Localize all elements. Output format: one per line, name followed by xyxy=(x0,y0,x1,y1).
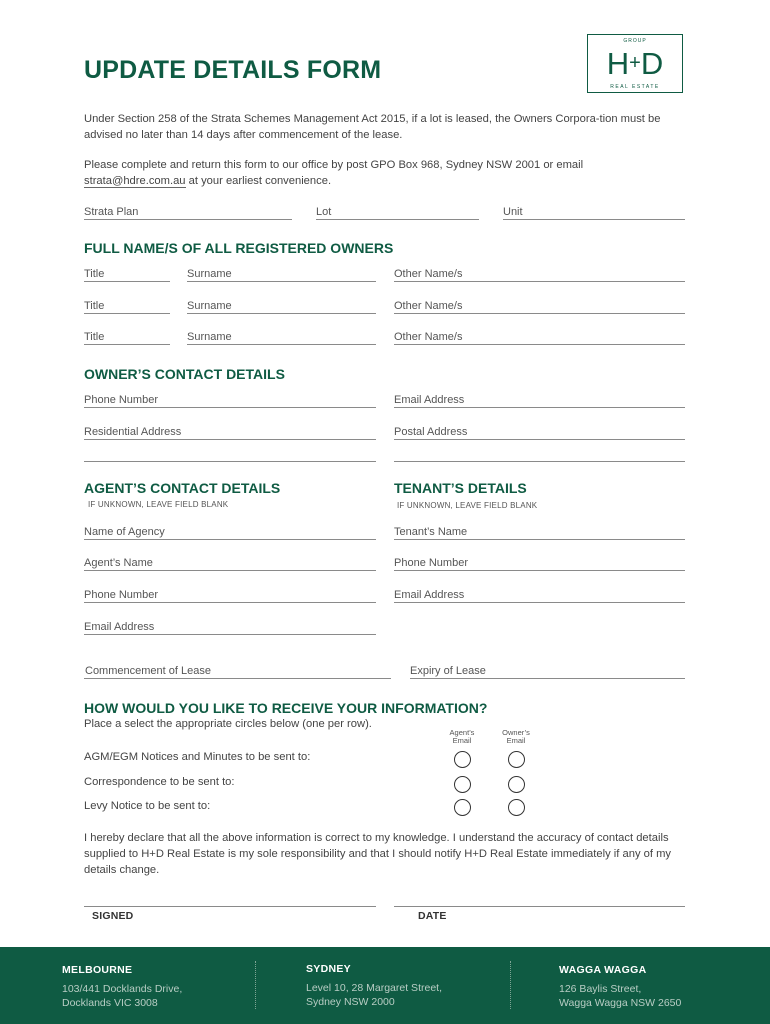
strata-plan-label: Strata Plan xyxy=(84,206,139,218)
signature-line[interactable] xyxy=(84,906,376,907)
owner-2-other-names-field[interactable] xyxy=(394,300,685,314)
logo-mark xyxy=(588,46,682,81)
title-label: Title xyxy=(84,331,105,343)
agency-name-label: Name of Agency xyxy=(84,526,165,538)
footer-divider xyxy=(510,961,511,1009)
owner-3-other-names-field[interactable] xyxy=(394,331,685,345)
tenant-email-field[interactable] xyxy=(394,589,685,603)
instructions-paragraph xyxy=(84,157,684,189)
correspondence-agent-email-radio[interactable] xyxy=(454,776,471,793)
logo-top-text: GROUP xyxy=(623,38,647,44)
residential-address-line-2[interactable] xyxy=(84,461,376,462)
postal-address-field[interactable] xyxy=(394,426,685,440)
agent-email-field[interactable] xyxy=(84,621,376,635)
office-wagga-wagga xyxy=(559,964,681,1010)
surname-label: Surname xyxy=(187,268,232,280)
owner-email-field[interactable] xyxy=(394,394,685,408)
agent-email-column-line1: Agent’s xyxy=(449,728,475,737)
agm-owner-email-radio[interactable] xyxy=(508,751,525,768)
title-label: Title xyxy=(84,268,105,280)
owner-email-column-line1: Owner’s xyxy=(502,728,530,737)
declaration-paragraph: I hereby declare that all the above information is correct to my knowledge. I understand the accuracy of contact details supplied to H+D Real Estate is my sole responsibility and that I should notify H+D Real Estate immediately if any of my details change. xyxy=(84,832,671,876)
strata-email-link[interactable]: strata@hdre.com.au xyxy=(84,175,186,187)
date-label: DATE xyxy=(418,910,447,922)
tenant-note: IF UNKNOWN, LEAVE FIELD BLANK xyxy=(397,501,538,510)
office-city: MELBOURNE xyxy=(62,964,133,976)
owner-1-other-names-field[interactable] xyxy=(394,268,685,282)
surname-label: Surname xyxy=(187,331,232,343)
company-logo xyxy=(587,34,683,93)
agent-phone-label: Phone Number xyxy=(84,589,158,601)
lease-commencement-field[interactable] xyxy=(84,665,391,679)
office-address-line1: 103/441 Docklands Drive, xyxy=(62,983,183,995)
owner-3-title-field[interactable] xyxy=(84,331,170,345)
residential-address-field[interactable] xyxy=(84,426,376,440)
tenant-phone-field[interactable] xyxy=(394,557,685,571)
owner-3-surname-field[interactable] xyxy=(187,331,376,345)
office-sydney xyxy=(306,963,442,1009)
tenant-phone-label: Phone Number xyxy=(394,557,468,569)
lot-field[interactable] xyxy=(316,206,479,220)
agent-email-column-header xyxy=(442,729,482,745)
other-names-label: Other Name/s xyxy=(394,268,463,280)
owner-contact-heading: OWNER’S CONTACT DETAILS xyxy=(84,366,285,382)
other-names-label: Other Name/s xyxy=(394,331,463,343)
email-label: Email Address xyxy=(394,394,465,406)
agent-email-label: Email Address xyxy=(84,621,155,633)
office-address-line1: 126 Baylis Street, xyxy=(559,983,642,995)
owner-2-title-field[interactable] xyxy=(84,300,170,314)
tenant-name-field[interactable] xyxy=(394,526,685,540)
office-address-line2: Wagga Wagga NSW 2650 xyxy=(559,997,682,1009)
strata-plan-field[interactable] xyxy=(84,206,292,220)
owner-1-title-field[interactable] xyxy=(84,268,170,282)
owner-email-column-line2: Email xyxy=(506,736,526,745)
lot-label: Lot xyxy=(316,206,332,218)
owners-heading: FULL NAME/S OF ALL REGISTERED OWNERS xyxy=(84,240,394,256)
lease-expiry-field[interactable] xyxy=(410,665,685,679)
logo-mark-right: D xyxy=(640,46,664,81)
owner-2-surname-field[interactable] xyxy=(187,300,376,314)
office-city: SYDNEY xyxy=(306,963,351,975)
preferences-heading: HOW WOULD YOU LIKE TO RECEIVE YOUR INFORMATION? xyxy=(84,700,488,716)
office-city: WAGGA WAGGA xyxy=(559,964,647,976)
owner-email-column-header xyxy=(496,729,536,745)
logo-mark-left: H xyxy=(606,46,630,81)
postal-address-line-2[interactable] xyxy=(394,461,685,462)
tenant-heading: TENANT’S DETAILS xyxy=(394,480,527,496)
footer xyxy=(0,947,770,1024)
pref-row-levy-label: Levy Notice to be sent to: xyxy=(84,800,211,812)
title-label: Title xyxy=(84,300,105,312)
lease-commencement-label: Commencement of Lease xyxy=(85,665,211,677)
lease-expiry-label: Expiry of Lease xyxy=(410,665,486,677)
office-address-line1: Level 10, 28 Margaret Street, xyxy=(306,982,442,994)
agent-name-label: Agent’s Name xyxy=(84,557,153,569)
levy-agent-email-radio[interactable] xyxy=(454,799,471,816)
office-melbourne xyxy=(62,964,182,1010)
postal-address-label: Postal Address xyxy=(394,426,468,438)
unit-field[interactable] xyxy=(503,206,685,220)
residential-address-label: Residential Address xyxy=(84,426,182,438)
preferences-instruction: Place a select the appropriate circles below (one per row). xyxy=(84,718,372,730)
tenant-email-label: Email Address xyxy=(394,589,465,601)
owner-phone-field[interactable] xyxy=(84,394,376,408)
levy-owner-email-radio[interactable] xyxy=(508,799,525,816)
instructions-text: Please complete and return this form to our office by post GPO Box 968, Sydney NSW 2001 or email xyxy=(84,159,584,171)
logo-bottom-text: REAL ESTATE xyxy=(610,84,660,90)
agent-phone-field[interactable] xyxy=(84,589,376,603)
intro-paragraph: Under Section 258 of the Strata Schemes Management Act 2015, if a lot is leased, the Owners Corpora-tion must be advised no later than 14 days after commencement of the lease. xyxy=(84,113,661,141)
agent-note: IF UNKNOWN, LEAVE FIELD BLANK xyxy=(88,500,229,509)
agent-email-column-line2: Email xyxy=(452,736,472,745)
date-line[interactable] xyxy=(394,906,685,907)
unit-label: Unit xyxy=(503,206,523,218)
office-address-line2: Sydney NSW 2000 xyxy=(306,996,395,1008)
office-address-line2: Docklands VIC 3008 xyxy=(62,997,158,1009)
tenant-name-label: Tenant’s Name xyxy=(394,526,468,538)
agent-name-field[interactable] xyxy=(84,557,376,571)
signed-label: SIGNED xyxy=(92,910,134,922)
pref-row-correspondence-label: Correspondence to be sent to: xyxy=(84,776,235,788)
owner-1-surname-field[interactable] xyxy=(187,268,376,282)
agm-agent-email-radio[interactable] xyxy=(454,751,471,768)
logo-mark-plus: + xyxy=(629,52,641,74)
instructions-text-end: at your earliest convenience. xyxy=(185,175,332,187)
page-title: UPDATE DETAILS FORM xyxy=(84,56,382,84)
surname-label: Surname xyxy=(187,300,232,312)
correspondence-owner-email-radio[interactable] xyxy=(508,776,525,793)
footer-divider xyxy=(255,961,256,1009)
other-names-label: Other Name/s xyxy=(394,300,463,312)
agency-name-field[interactable] xyxy=(84,526,376,540)
phone-label: Phone Number xyxy=(84,394,158,406)
pref-row-agm-label: AGM/EGM Notices and Minutes to be sent to: xyxy=(84,751,311,763)
agent-heading: AGENT’S CONTACT DETAILS xyxy=(84,480,281,496)
